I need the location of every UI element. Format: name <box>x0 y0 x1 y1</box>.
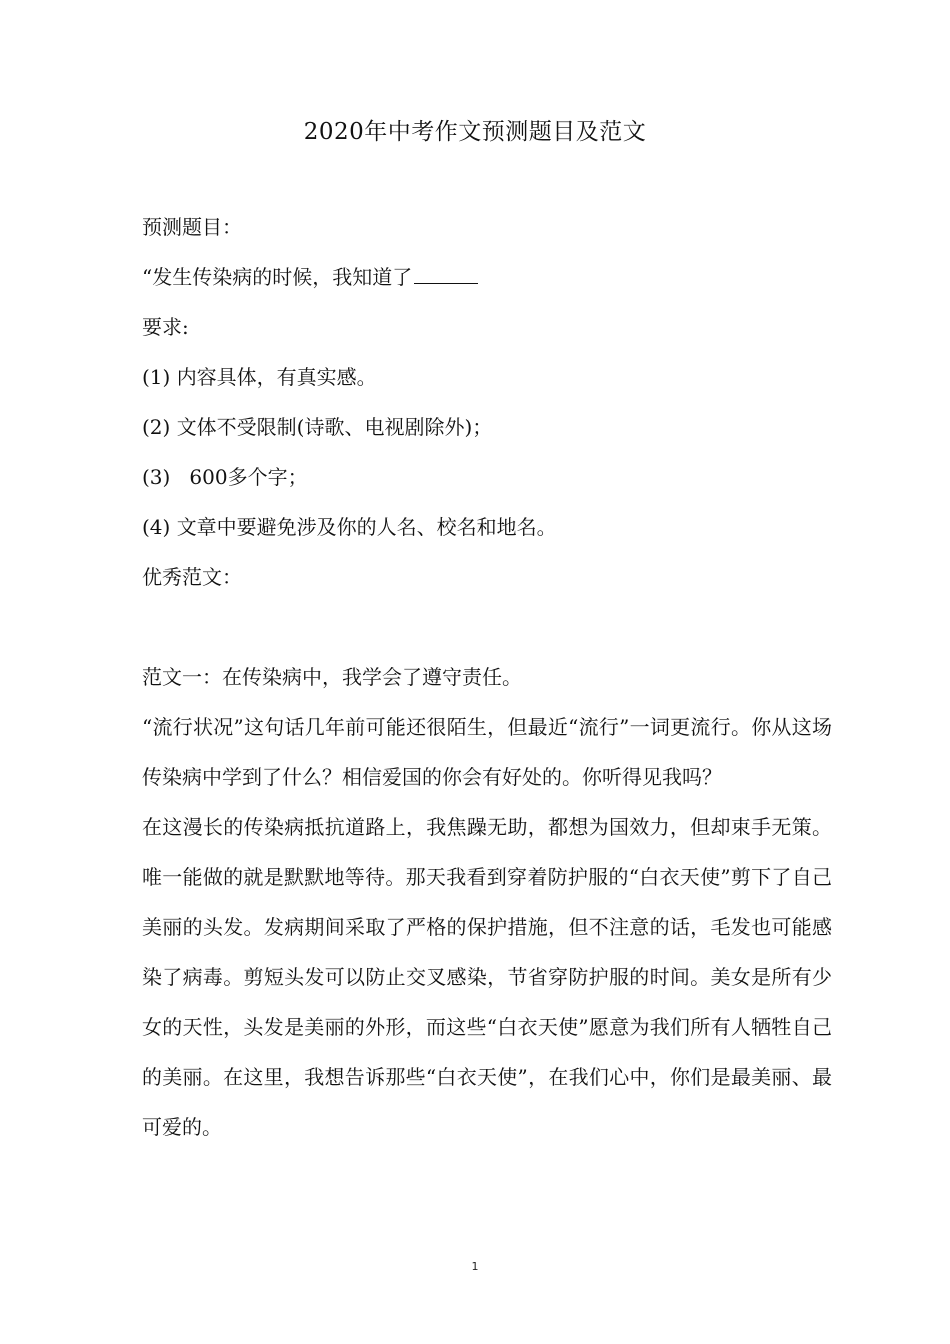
page-number: 1 <box>471 1260 479 1273</box>
prompt-heading: 预测题目： <box>142 215 242 239</box>
requirement-item: (4) 文章中要避免涉及你的人名、校名和地名。 <box>142 515 557 539</box>
document-body <box>142 212 832 1152</box>
essay-paragraph: “流行状况”这句话几年前可能还很陌生，但最近“流行”一词更流行。你从这场传染病中学到了什么？相信爱国的你会有好处的。你听得见我吗？ <box>142 715 832 789</box>
essay-title: 范文一：在传染病中，我学会了遵守责任。 <box>142 665 522 689</box>
essay-body <box>142 702 832 1152</box>
requirement-item: (3) 600多个字； <box>142 465 308 489</box>
document-title: 2020年中考作文预测题目及范文 <box>303 119 647 145</box>
samples-heading: 优秀范文： <box>142 565 242 589</box>
prompt-text: “发生传染病的时候，我知道了 <box>142 265 413 289</box>
requirement-item: (1) 内容具体，有真实感。 <box>142 365 377 389</box>
requirements-heading: 要求: <box>142 315 189 339</box>
prompt-line <box>142 262 832 292</box>
essay-paragraph: 在这漫长的传染病抵抗道路上，我焦躁无助，都想为国效力，但却束手无策。唯一能做的就是默默地等待。那天我看到穿着防护服的“白衣天使”剪下了自己美丽的头发。发病期间采取了严格的保护措施，但不注意的话，毛发也可能感染了病毒。剪短头发可以防止交叉感染，节省穿防护服的时间。美女是所有少女的天性，头发是美丽的外形，而这些“白衣天使”愿意为我们所有人牺牲自己的美丽。在这里，我想告诉那些“白衣天使”，在我们心中，你们是最美丽、最可爱的。 <box>142 815 832 1139</box>
fill-in-blank <box>414 263 478 284</box>
requirement-item: (2) 文体不受限制(诗歌、电视剧除外)； <box>142 415 493 439</box>
spacer <box>142 612 832 662</box>
